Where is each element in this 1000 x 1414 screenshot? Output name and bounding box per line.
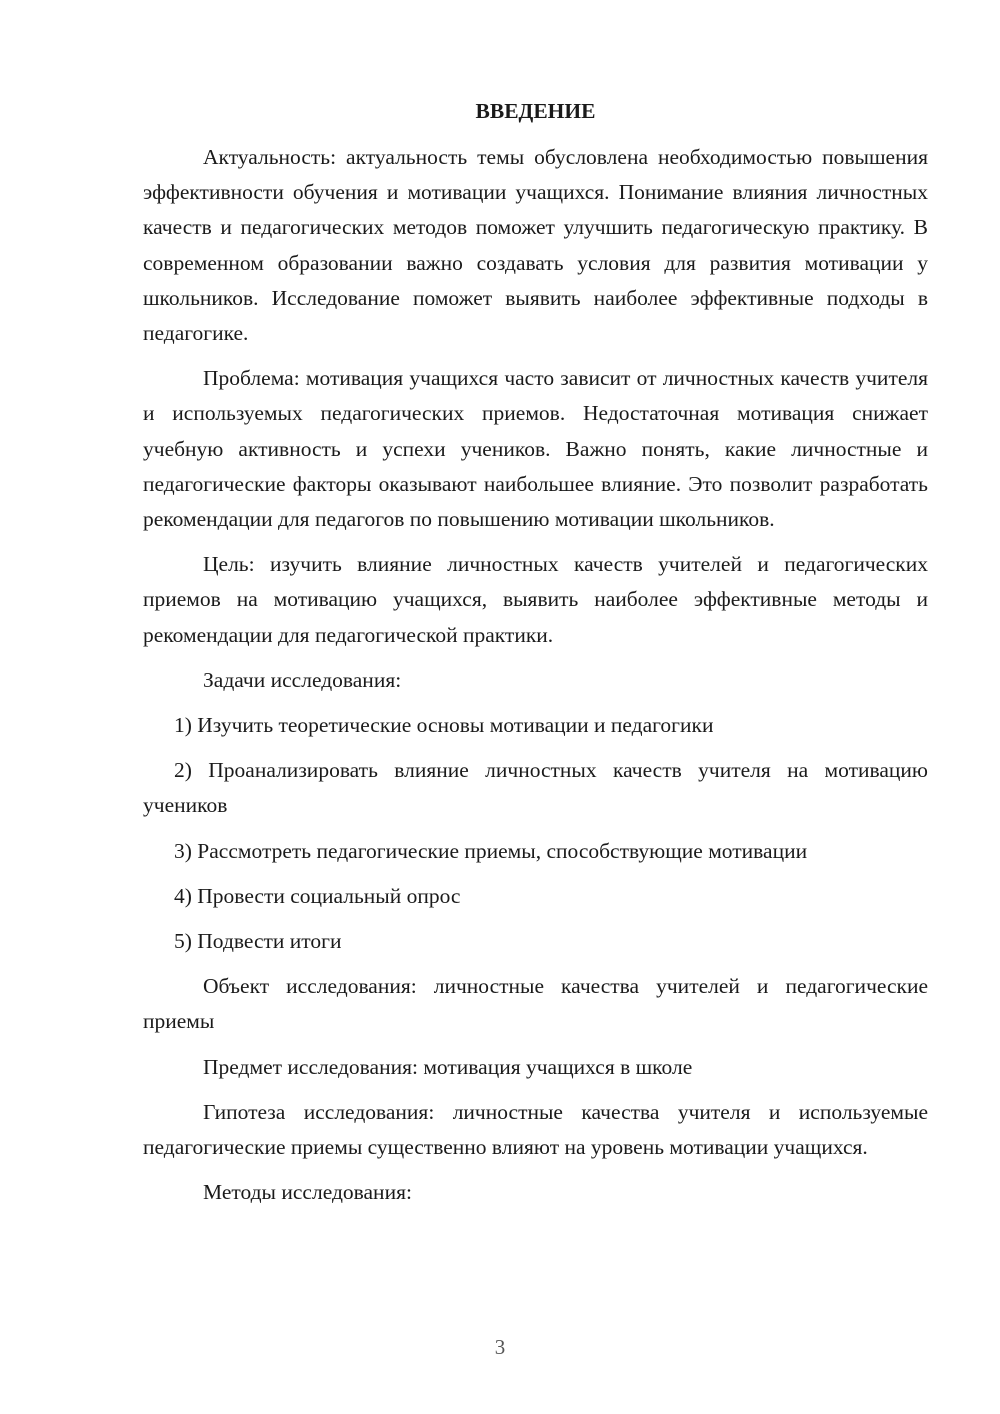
task-item-3: 3) Рассмотреть педагогические приемы, способствующие мотивации <box>174 838 808 863</box>
paragraph-methods-heading: Методы исследования: <box>203 1180 412 1205</box>
section-title: ВВЕДЕНИЕ <box>475 99 596 123</box>
paragraph-relevance: Актуальность: актуальность темы обусловлена необходимостью повышения эффективности обучения и мотивации учащихся. Понимание влияния личностных качеств и педагогических методов поможет улучшить педагогическую практику. В современном образовании важно создавать условия для развития мотивации у школьников. Исследование поможет выявить наиболее эффективные подходы в педагогике. <box>143 145 928 346</box>
task-item-4: 4) Провести социальный опрос <box>174 883 461 908</box>
task-item-1: 1) Изучить теоретические основы мотивации и педагогики <box>174 713 714 738</box>
document-page <box>143 92 928 1220</box>
paragraph-tasks-heading: Задачи исследования: <box>203 667 402 692</box>
paragraph-subject: Предмет исследования: мотивация учащихся в школе <box>203 1054 693 1079</box>
paragraph-hypothesis: Гипотеза исследования: личностные качества учителя и используемые педагогические приемы существенно влияют на уровень мотивации учащихся. <box>143 1099 928 1160</box>
page-number: 3 <box>494 1335 506 1359</box>
paragraph-goal: Цель: изучить влияние личностных качеств учителей и педагогических приемов на мотивацию учащихся, выявить наиболее эффективные методы и рекомендации для педагогической практики. <box>143 552 928 647</box>
task-item-2: 2) Проанализировать влияние личностных качеств учителя на мотивацию учеников <box>143 758 928 818</box>
paragraph-problem: Проблема: мотивация учащихся часто зависит от личностных качеств учителя и используемых педагогических приемов. Недостаточная мотивация снижает учебную активность и успехи учеников. Важно понять, какие личностные и педагогические факторы оказывают наибольшее влияние. Это позволит разработать рекомендации для педагогов по повышению мотивации школьников. <box>143 366 928 532</box>
task-item-5: 5) Подвести итоги <box>174 929 342 954</box>
paragraph-object: Объект исследования: личностные качества учителей и педагогические приемы <box>143 974 928 1034</box>
